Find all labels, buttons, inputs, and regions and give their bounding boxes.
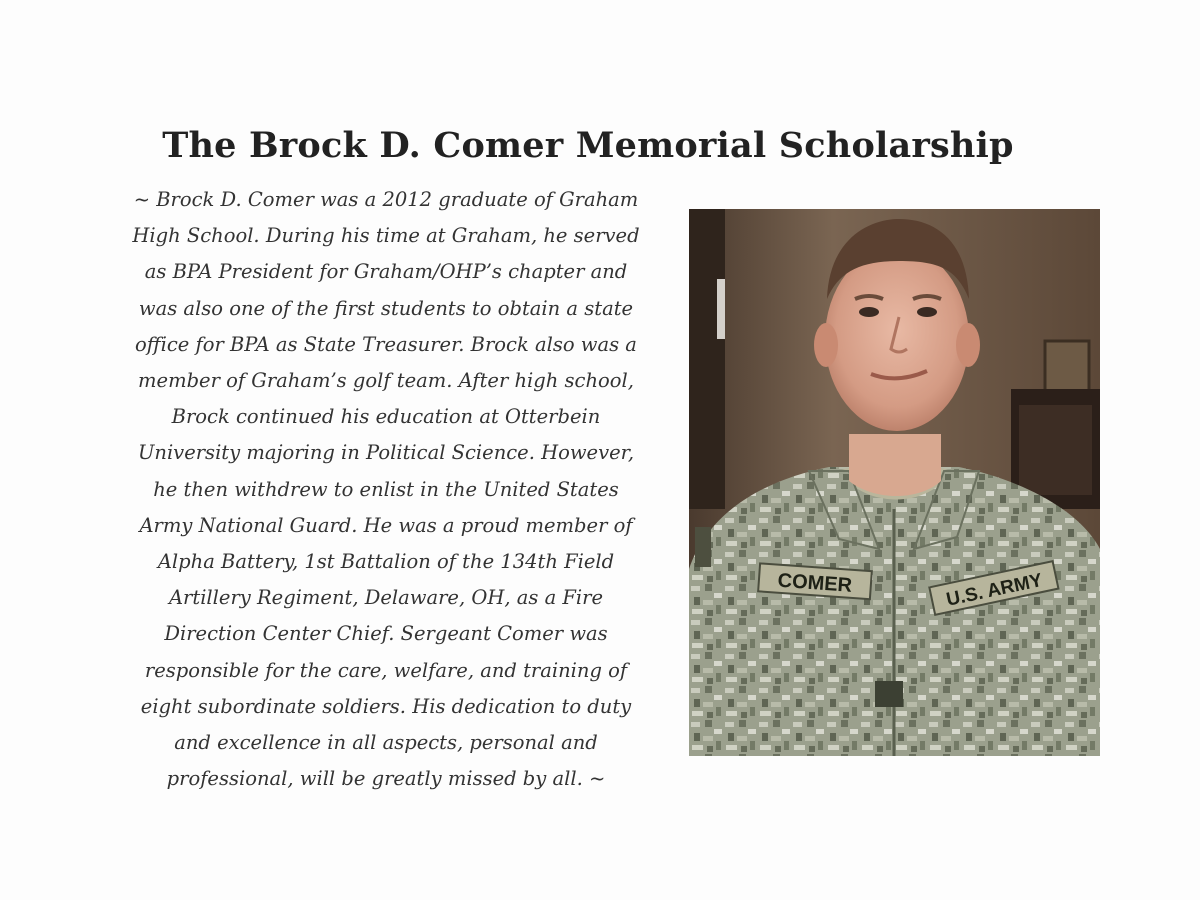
- bio-line: University majoring in Political Science. However,: [137, 441, 635, 465]
- biography-text: [108, 182, 664, 797]
- eye-right: [917, 307, 937, 317]
- cabinet-panel: [1019, 405, 1092, 495]
- face: [825, 247, 969, 431]
- bio-line: responsible for the care, welfare, and training of: [144, 658, 628, 682]
- bio-line: Army National Guard. He was a proud member of: [139, 513, 633, 537]
- shoulder-patch: [695, 527, 711, 567]
- branch-tape-text: U.S. ARMY: [944, 570, 1045, 611]
- bio-line: Direction Center Chief. Sergeant Comer was: [164, 622, 608, 646]
- bio-line: High School. During his time at Graham, he served: [132, 224, 640, 248]
- doorframe: [689, 209, 725, 509]
- bio-line: he then withdrew to enlist in the United States: [153, 477, 619, 501]
- name-tape-text: COMER: [776, 569, 853, 597]
- bio-line: eight subordinate soldiers. His dedication to duty: [140, 694, 632, 718]
- picture-frame: [1045, 341, 1089, 393]
- rank-insignia: [875, 681, 903, 707]
- bio-line: ~ Brock D. Comer was a 2012 graduate of Graham: [133, 188, 639, 211]
- scholarship-title: The Brock D. Comer Memorial Scholarship: [162, 125, 1014, 167]
- bio-line: Alpha Battery, 1st Battalion of the 134th Field: [157, 550, 615, 574]
- eye-left: [859, 307, 879, 317]
- bio-line: Brock continued his education at Otterbein: [171, 405, 601, 429]
- ear-left: [814, 323, 838, 367]
- ear-right: [956, 323, 980, 367]
- bio-line: was also one of the first students to obtain a state: [138, 296, 634, 320]
- portrait-photo: [689, 209, 1100, 756]
- bio-line: professional, will be greatly missed by all. ~: [166, 767, 606, 791]
- soldier-portrait-illustration: [689, 209, 1100, 756]
- bio-line: member of Graham’s golf team. After high school,: [138, 369, 634, 393]
- bio-line: office for BPA as State Treasurer. Brock also was a: [135, 332, 637, 356]
- bio-line: and excellence in all aspects, personal and: [174, 731, 598, 755]
- bio-line: Artillery Regiment, Delaware, OH, as a Fire: [168, 586, 604, 610]
- bio-line: as BPA President for Graham/OHP’s chapter and: [144, 260, 628, 284]
- neck: [849, 434, 941, 496]
- window-light: [717, 279, 725, 339]
